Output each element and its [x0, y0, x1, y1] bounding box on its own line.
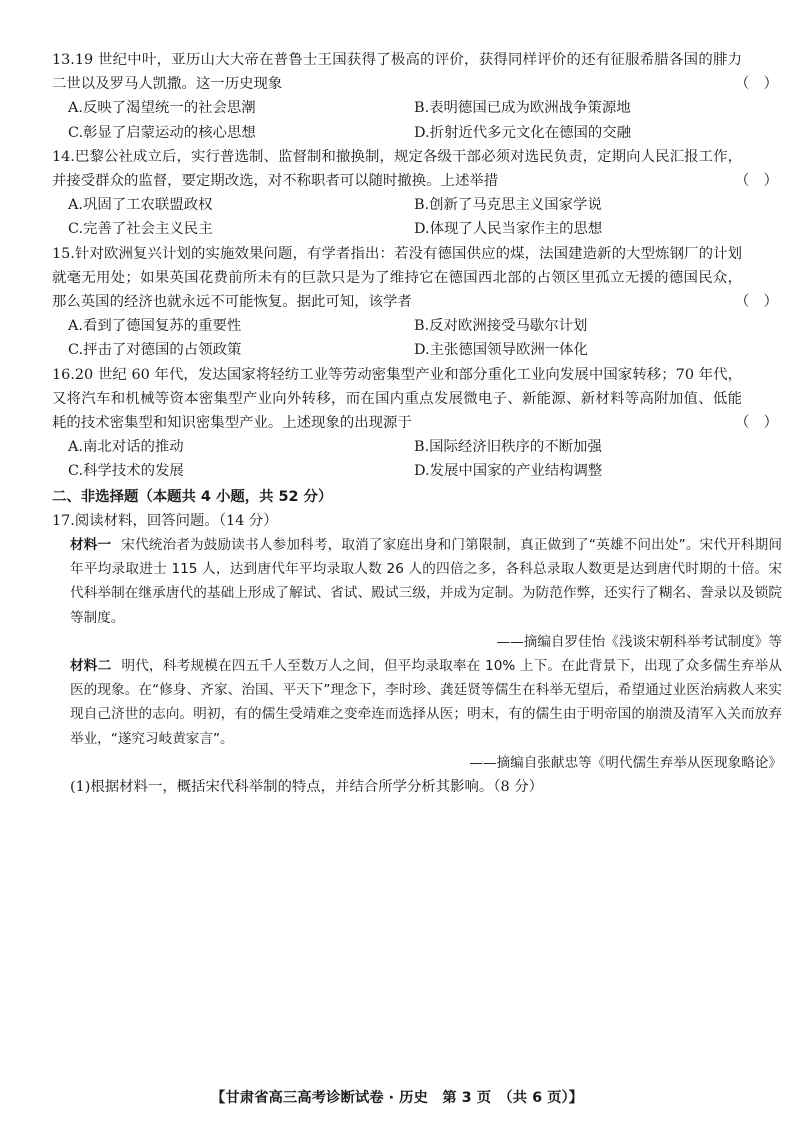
- option-d: D.发展中国家的产业结构调整: [414, 463, 603, 480]
- material-text: 宋代统治者为鼓励读书人参加科考，取消了家庭出身和门第限制，真正做到了“英雄不问出处”。宋代开科期间年平均录取进士 115 人，达到唐代年平均录取人数 26 人的四倍之多，各科总录取人数更是达到唐代时期的十倍。宋代科举制在继承唐代的基础上形成了解试、省试、殿试三级，并成为定制。为防范作弊，还实行了糊名、誊录以及锁院等制度。: [70, 537, 782, 626]
- material-source: ——摘编自罗佳怡《浅谈宋朝科举考试制度》等: [496, 633, 782, 650]
- option-c: C.科学技术的发展: [68, 463, 184, 480]
- exam-page: [52, 48, 782, 799]
- option-c: C.完善了社会主义民主: [68, 221, 213, 238]
- sub-question-1: (1)根据材料一，概括宋代科举制的特点，并结合所学分析其影响。（8 分）: [70, 779, 544, 796]
- options: [52, 435, 782, 483]
- option-b: B.表明德国已成为欧洲战争策源地: [414, 100, 631, 117]
- question-stem: 16.20 世纪 60 年代，发达国家将轻纺工业等劳动密集型产业和部分重化工业向发展中国家转移；70 年代，又将汽车和机械等资本密集型产业向外转移，而在国内重点发展微电子、新能源、新材料等高附加值、低能耗的技术密集型和知识密集型产业。上述现象的出现源于 （ ）: [52, 363, 782, 436]
- option-b: B.反对欧洲接受马歇尔计划: [414, 318, 588, 335]
- answer-paren: （ ）: [734, 294, 778, 311]
- question-14: [52, 145, 782, 242]
- question-intro: 17.阅读材料，回答问题。（14 分）: [52, 512, 278, 529]
- material-label: 材料一: [70, 537, 112, 554]
- options: [52, 193, 782, 241]
- answer-paren: （ ）: [734, 415, 778, 432]
- question-13: [52, 48, 782, 145]
- question-17: [52, 509, 782, 799]
- section-title: 二、非选择题（本题共 4 小题，共 52 分）: [52, 488, 333, 505]
- answer-paren: （ ）: [734, 173, 778, 190]
- option-a: A.南北对话的推动: [68, 439, 184, 456]
- question-stem: 13.19 世纪中叶，亚历山大大帝在普鲁士王国获得了极高的评价，获得同样评价的还有征服希腊各国的腓力二世以及罗马人凯撒。这一历史现象 （ ）: [52, 48, 782, 96]
- question-16: [52, 363, 782, 484]
- answer-paren: （ ）: [734, 76, 778, 93]
- material-2: [52, 654, 782, 751]
- option-a: A.反映了渴望统一的社会思潮: [68, 100, 256, 117]
- option-d: D.主张德国领导欧洲一体化: [414, 342, 588, 359]
- material-label: 材料二: [70, 658, 112, 675]
- page-footer: 【甘肃省高三高考诊断试卷 · 历史 第 3 页 （共 6 页）】: [210, 1090, 584, 1106]
- option-d: D.折射近代多元文化在德国的交融: [414, 124, 632, 141]
- question-15: [52, 242, 782, 363]
- material-source: ——摘编自张献忠等《明代儒生弃举从医现象略论》: [469, 754, 782, 771]
- option-a: A.看到了德国复苏的重要性: [68, 318, 242, 335]
- option-c: C.抨击了对德国的占领政策: [68, 342, 242, 359]
- question-stem: 14.巴黎公社成立后，实行普选制、监督制和撤换制，规定各级干部必须对选民负责，定期向人民汇报工作，并接受群众的监督，要定期改选，对不称职者可以随时撤换。上述举措 （ ）: [52, 145, 782, 193]
- material-text: 明代，科考规模在四五千人至数万人之间，但平均录取率在 10% 上下。在此背景下，出现了众多儒生弃举从医的现象。在“修身、齐家、治国、平天下”理念下，李时珍、龚廷贤等儒生在科举无望后，希望通过业医治病救人来实现自己济世的志向。明初，有的儒生受靖难之变牵连而选择从医；明末，有的儒生由于明帝国的崩溃及清军入关而放弃举业，“遂究习岐黄家言”。: [70, 658, 782, 747]
- option-c: C.彰显了启蒙运动的核心思想: [68, 124, 256, 141]
- options: [52, 314, 782, 362]
- option-b: B.国际经济旧秩序的不断加强: [414, 439, 602, 456]
- question-stem: 15.针对欧洲复兴计划的实施效果问题，有学者指出：若没有德国供应的煤，法国建造新的大型炼钢厂的计划就毫无用处；如果英国花费前所未有的巨款只是为了维持它在德国西北部的占领区里孤立无援的德国民众，那么英国的经济也就永远不可能恢复。据此可知，该学者 （ ）: [52, 242, 782, 315]
- option-d: D.体现了人民当家作主的思想: [414, 221, 603, 238]
- option-a: A.巩固了工农联盟政权: [68, 197, 213, 214]
- options: [52, 96, 782, 144]
- option-b: B.创新了马克思主义国家学说: [414, 197, 602, 214]
- material-1: [52, 533, 782, 630]
